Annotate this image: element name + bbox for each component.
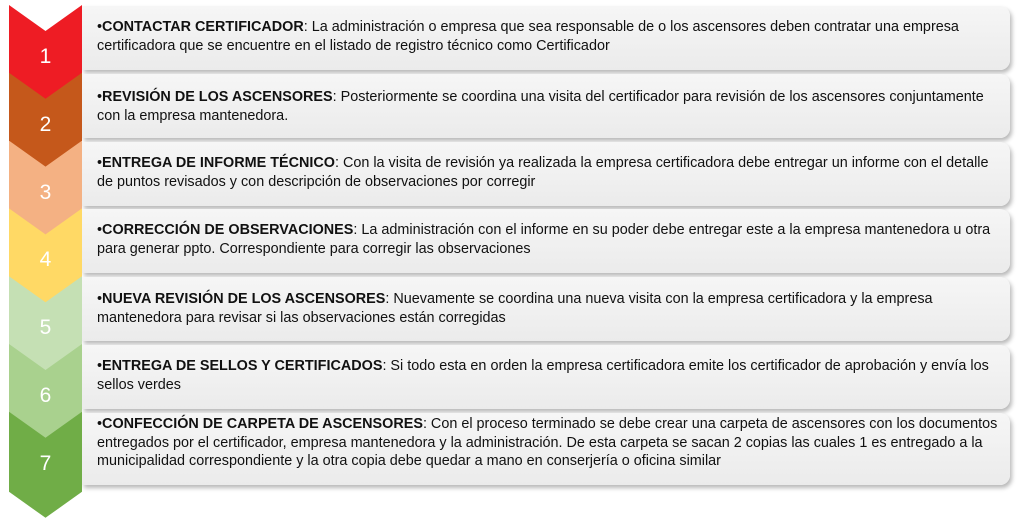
step-5-text: •NUEVA REVISIÓN DE LOS ASCENSORES: Nuevamente se coordina una nueva visita con la empresa certificadora y la empresa mantenedora para revisar si las observaciones están corregidas	[97, 291, 933, 326]
step-2-title: REVISIÓN DE LOS ASCENSORES	[102, 89, 333, 105]
step-4-title: CORRECCIÓN DE OBSERVACIONES	[102, 222, 354, 238]
step-7-number: 7	[39, 451, 52, 475]
step-3-title: ENTREGA DE INFORME TÉCNICO	[102, 155, 335, 171]
step-4-number: 4	[39, 248, 52, 272]
step-1-title: CONTACTAR CERTIFICADOR	[102, 19, 304, 35]
step-5-body: : Nuevamente se coordina una nueva visita con la empresa certificadora y la empresa mantenedora para revisar si las observaciones están corregidas	[97, 291, 933, 326]
step-1-number: 1	[39, 45, 52, 68]
step-4-text: •CORRECCIÓN DE OBSERVACIONES: La administración con el informe en su poder debe entregar este a la empresa mantenedora u otra para generar ppto. Correspondiente para corregir las observaciones	[97, 222, 991, 257]
step-3-text: •ENTREGA DE INFORME TÉCNICO: Con la visita de revisión ya realizada la empresa certificadora debe entregar un informe con el detalle de puntos revisados y con descripción de observaciones por corregir	[97, 155, 989, 190]
step-1-body: : La administración o empresa que sea responsable de o los ascensores deben contratar una empresa certificadora que se encuentre en el listado de registro técnico como Certificador	[97, 19, 959, 54]
step-6-body: : Si todo esta en orden la empresa certificadora emite los certificador de aprobación y envía los sellos verdes	[97, 358, 989, 393]
step-5-number: 5	[39, 316, 52, 340]
step-6-text: •ENTREGA DE SELLOS Y CERTIFICADOS: Si todo esta en orden la empresa certificadora emite los certificador de aprobación y envía los sellos verdes	[97, 358, 989, 393]
step-7-text: •CONFECCIÓN DE CARPETA DE ASCENSORES: Con el proceso terminado se debe crear una carpeta de ascensores con los documentos entregados por el certificador, empresa mantenedora y la administración. De esta carpeta se sacan 2 copias las cuales 1 es entregado a la municipalidad correspondiente y la otra copia debe quedar a mano en conserjería o oficina similar	[97, 416, 998, 469]
step-7-body: : Con el proceso terminado se debe crear una carpeta de ascensores con los documentos entregados por el certificador, empresa mantenedora y la administración. De esta carpeta se sacan 2 copias las cuales 1 es entregado a la municipalidad correspondiente y la otra copia debe quedar a mano en conserjería o oficina similar	[97, 416, 998, 469]
step-2-body: : Posteriormente se coordina una visita del certificador para revisión de los ascensores conjuntamente con la empresa mantenedora.	[97, 89, 984, 124]
step-6-title: ENTREGA DE SELLOS Y CERTIFICADOS	[102, 358, 383, 374]
step-2-text: •REVISIÓN DE LOS ASCENSORES: Posteriormente se coordina una visita del certificador para revisión de los ascensores conjuntamente con la empresa mantenedora.	[97, 89, 984, 124]
step-3-body: : Con la visita de revisión ya realizada la empresa certificadora debe entregar un informe con el detalle de puntos revisados y con descripción de observaciones por corregir	[97, 155, 989, 190]
step-6-number: 6	[39, 384, 52, 407]
step-2-number: 2	[39, 112, 52, 136]
step-5-title: NUEVA REVISIÓN DE LOS ASCENSORES	[102, 291, 386, 307]
step-1-text: •CONTACTAR CERTIFICADOR: La administración o empresa que sea responsable de o los ascensores deben contratar una empresa certificadora que se encuentre en el listado de registro técnico como Certificador	[97, 19, 959, 54]
step-4-body: : La administración con el informe en su poder debe entregar este a la empresa mantenedora u otra para generar ppto. Correspondiente para corregir las observaciones	[97, 222, 991, 257]
step-3-number: 3	[39, 180, 52, 204]
step-7-title: CONFECCIÓN DE CARPETA DE ASCENSORES	[102, 416, 423, 432]
